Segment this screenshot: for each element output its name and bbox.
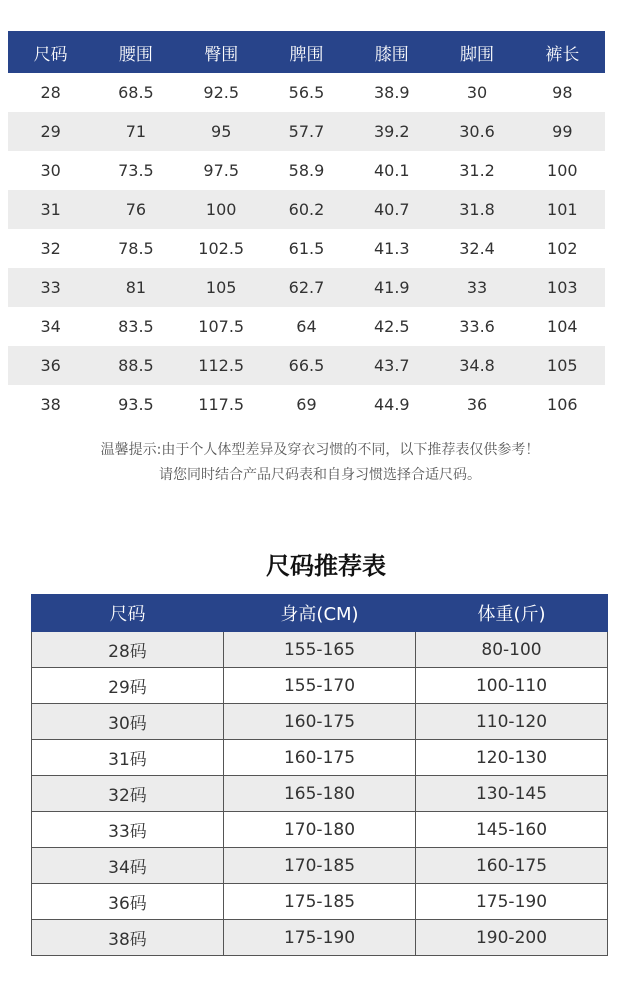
table-cell: 41.3: [373, 239, 410, 258]
table-cell: 106: [547, 395, 578, 414]
table-cell: 98: [552, 83, 573, 102]
recommend-cell: 175-190: [224, 920, 416, 956]
table-cell: 44.9: [373, 395, 410, 414]
table-cell: 102.5: [198, 239, 245, 258]
size-table: [8, 31, 605, 424]
header-size: 尺码: [33, 44, 68, 65]
table-cell: 101: [547, 200, 578, 219]
recommend-cell: 100-110: [416, 668, 608, 704]
table-cell: 112.5: [198, 356, 245, 375]
recommend-cell: 155-165: [224, 632, 416, 668]
table-cell: 117.5: [198, 395, 245, 414]
table-row: [8, 385, 605, 424]
table-cell: 30: [466, 83, 488, 102]
recommend-cell: 31码: [32, 740, 224, 776]
table-cell: 105: [547, 356, 578, 375]
table-cell: 32: [40, 239, 61, 258]
table-cell: 102: [547, 239, 578, 258]
size-notes: [0, 438, 640, 488]
recommend-cell: 130-145: [416, 776, 608, 812]
table-cell: 97.5: [203, 161, 240, 180]
size-table-header: [8, 31, 605, 73]
table-cell: 58.9: [288, 161, 325, 180]
table-cell: 71: [125, 122, 147, 141]
recommend-cell: 38码: [32, 920, 224, 956]
recommend-cell: 175-185: [224, 884, 416, 920]
table-cell: 81: [125, 278, 147, 297]
table-cell: 56.5: [288, 83, 325, 102]
table-cell: 83.5: [118, 317, 154, 336]
recommend-cell: 29码: [32, 668, 224, 704]
table-row: [8, 307, 605, 346]
header-length: 裤长: [545, 44, 580, 65]
recommend-cell: 36码: [32, 884, 224, 920]
recommend-cell: 145-160: [416, 812, 608, 848]
recommend-cell: 175-190: [416, 884, 608, 920]
table-row: [8, 190, 605, 229]
table-cell: 32.4: [459, 239, 495, 258]
table-cell: 64: [296, 317, 317, 336]
table-cell: 62.7: [288, 278, 325, 297]
table-cell: 33: [40, 278, 61, 297]
table-cell: 34.8: [459, 356, 495, 375]
recommend-cell: 120-130: [416, 740, 608, 776]
table-cell: 103: [547, 278, 578, 297]
recommend-table: [31, 594, 608, 956]
table-row: [8, 346, 605, 385]
recommend-cell: 110-120: [416, 704, 608, 740]
table-cell: 88.5: [118, 356, 154, 375]
table-cell: 33.6: [459, 317, 495, 336]
recommend-row: [32, 740, 608, 776]
recommend-cell: 160-175: [416, 848, 608, 884]
recommend-cell: 80-100: [416, 632, 608, 668]
table-row: [8, 268, 605, 307]
table-row: [8, 112, 605, 151]
recommend-row: [32, 812, 608, 848]
recommend-cell: 28码: [32, 632, 224, 668]
recommend-cell: 160-175: [224, 740, 416, 776]
table-cell: 28: [40, 83, 61, 102]
table-cell: 29: [40, 122, 61, 141]
table-cell: 78.5: [118, 239, 154, 258]
table-cell: 76: [125, 200, 147, 219]
table-cell: 33: [466, 278, 488, 297]
recommend-cell: 34码: [32, 848, 224, 884]
recommend-header-weight: 体重(斤): [416, 595, 608, 632]
table-cell: 95: [211, 122, 232, 141]
recommend-cell: 165-180: [224, 776, 416, 812]
table-cell: 73.5: [118, 161, 154, 180]
table-cell: 36: [40, 356, 61, 375]
recommend-header-height: 身高(CM): [224, 595, 416, 632]
table-cell: 41.9: [373, 278, 410, 297]
table-cell: 39.2: [373, 122, 410, 141]
table-cell: 61.5: [288, 239, 325, 258]
recommend-row: [32, 632, 608, 668]
table-cell: 38.9: [373, 83, 410, 102]
header-waist: 腰围: [118, 44, 153, 65]
table-cell: 105: [205, 278, 237, 297]
table-cell: 107.5: [198, 317, 245, 336]
table-cell: 93.5: [118, 395, 154, 414]
recommend-cell: 160-175: [224, 704, 416, 740]
header-leg-opening: 脚围: [460, 44, 495, 65]
table-cell: 100: [547, 161, 578, 180]
recommend-header-size: 尺码: [32, 595, 224, 632]
recommend-row: [32, 920, 608, 956]
header-thigh: 脾围: [289, 44, 324, 65]
table-cell: 99: [552, 122, 573, 141]
table-cell: 31.2: [459, 161, 495, 180]
table-cell: 42.5: [373, 317, 410, 336]
recommend-cell: 155-170: [224, 668, 416, 704]
table-cell: 40.1: [373, 161, 410, 180]
recommend-header-row: [32, 595, 608, 632]
recommend-row: [32, 848, 608, 884]
table-cell: 38: [40, 395, 61, 414]
recommend-cell: 190-200: [416, 920, 608, 956]
table-cell: 92.5: [203, 83, 240, 102]
recommend-cell: 170-180: [224, 812, 416, 848]
table-cell: 43.7: [373, 356, 410, 375]
table-cell: 36: [466, 395, 488, 414]
table-cell: 68.5: [118, 83, 154, 102]
recommend-cell: 33码: [32, 812, 224, 848]
recommend-title: 尺码推荐表: [266, 552, 386, 580]
table-cell: 66.5: [288, 356, 325, 375]
table-cell: 57.7: [288, 122, 325, 141]
table-cell: 31: [40, 200, 61, 219]
table-cell: 104: [547, 317, 578, 336]
table-row: [8, 73, 605, 112]
recommend-row: [32, 776, 608, 812]
table-row: [8, 151, 605, 190]
table-cell: 31.8: [459, 200, 495, 219]
table-cell: 100: [205, 200, 237, 219]
recommend-row: [32, 668, 608, 704]
recommend-row: [32, 884, 608, 920]
recommend-cell: 170-185: [224, 848, 416, 884]
recommend-cell: 32码: [32, 776, 224, 812]
table-cell: 34: [40, 317, 61, 336]
note-line-2: 请您同时结合产品尺码表和自身习惯选择合适尺码。: [159, 467, 481, 483]
table-cell: 69: [296, 395, 317, 414]
recommend-cell: 30码: [32, 704, 224, 740]
recommend-row: [32, 704, 608, 740]
table-cell: 30.6: [459, 122, 495, 141]
table-cell: 30: [40, 161, 61, 180]
note-line-1: 温馨提示:由于个人体型差异及穿衣习惯的不同，以下推荐表仅供参考！: [100, 442, 540, 458]
header-knee: 膝围: [374, 44, 409, 65]
header-hip: 臀围: [204, 44, 239, 65]
table-row: [8, 229, 605, 268]
table-cell: 40.7: [373, 200, 410, 219]
table-cell: 60.2: [288, 200, 325, 219]
